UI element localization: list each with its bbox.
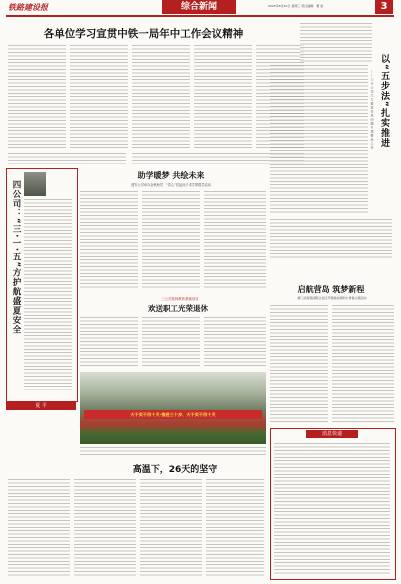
center-second-column: [204, 316, 266, 368]
bottom-article-column: [8, 478, 70, 578]
photo-caption: [80, 446, 266, 456]
bottom-article-column: [140, 478, 202, 578]
center-feature-column: [80, 190, 138, 290]
right-feature-headline: 启航营岛 筑梦新程: [297, 285, 365, 294]
lead-article-column: [8, 152, 126, 164]
right-feature-subheadline: 厦门北海集团联合社区开展新能源助力青春主题活动: [297, 296, 367, 300]
center-feature-column: [142, 190, 200, 290]
series-title: 以“五步法”扎实推进: [379, 54, 389, 148]
newspaper-brand: 铁路建设报: [8, 2, 48, 12]
photo-banner: 大干实干四十天·推进三十步、大干实干四十天: [84, 410, 262, 419]
lead-article-column: [70, 44, 128, 150]
header-rule: [6, 15, 394, 17]
center-feature-column: [204, 190, 266, 290]
left-feature-title: 四公司：“三·一·五”方护航盛夏安全: [11, 180, 21, 335]
lead-article-column: [194, 44, 252, 150]
center-feature-headline: 助学暖梦 共绘未来: [137, 171, 205, 180]
page-number: 3: [375, 0, 393, 14]
section-title: 综合新闻: [162, 0, 236, 14]
lead-article-column: [8, 44, 66, 150]
left-feature-column: [24, 198, 72, 390]
news-brief-label: 消息快递: [306, 430, 358, 438]
bottom-headline: 高温下，26天的坚守: [132, 465, 218, 475]
series-article-column: [270, 218, 392, 258]
dateline: 2025年8月20日 星期三 责任编辑：曹 斌: [268, 4, 324, 8]
series-article-column: [270, 64, 368, 214]
right-feature-column: [270, 304, 328, 424]
news-brief-column: [274, 442, 390, 574]
series-subtitle: ——三分公司大力推进作风问题专项整治工作: [370, 70, 374, 150]
lead-article-column: [132, 44, 190, 150]
lead-headline: 各单位学习宣贯中铁一局年中工作会议精神: [43, 28, 244, 40]
center-second-column: [142, 316, 200, 368]
left-feature-author-band: 夏 平: [6, 402, 76, 410]
center-second-kicker: 三公司桂林教育基础项目: [161, 297, 199, 301]
center-second-headline: 欢送职工光荣退休: [148, 304, 208, 313]
left-feature-photo: [24, 172, 46, 196]
group-photo: [80, 372, 266, 444]
center-feature-subheadline: 建安公司举办金秋助学、“党心”托起孩子求学梦捐学活动: [131, 183, 211, 187]
bottom-article-column: [74, 478, 136, 578]
series-article-column: [300, 22, 372, 62]
center-second-column: [80, 316, 138, 368]
right-feature-column: [332, 304, 394, 424]
bottom-article-column: [206, 478, 264, 578]
